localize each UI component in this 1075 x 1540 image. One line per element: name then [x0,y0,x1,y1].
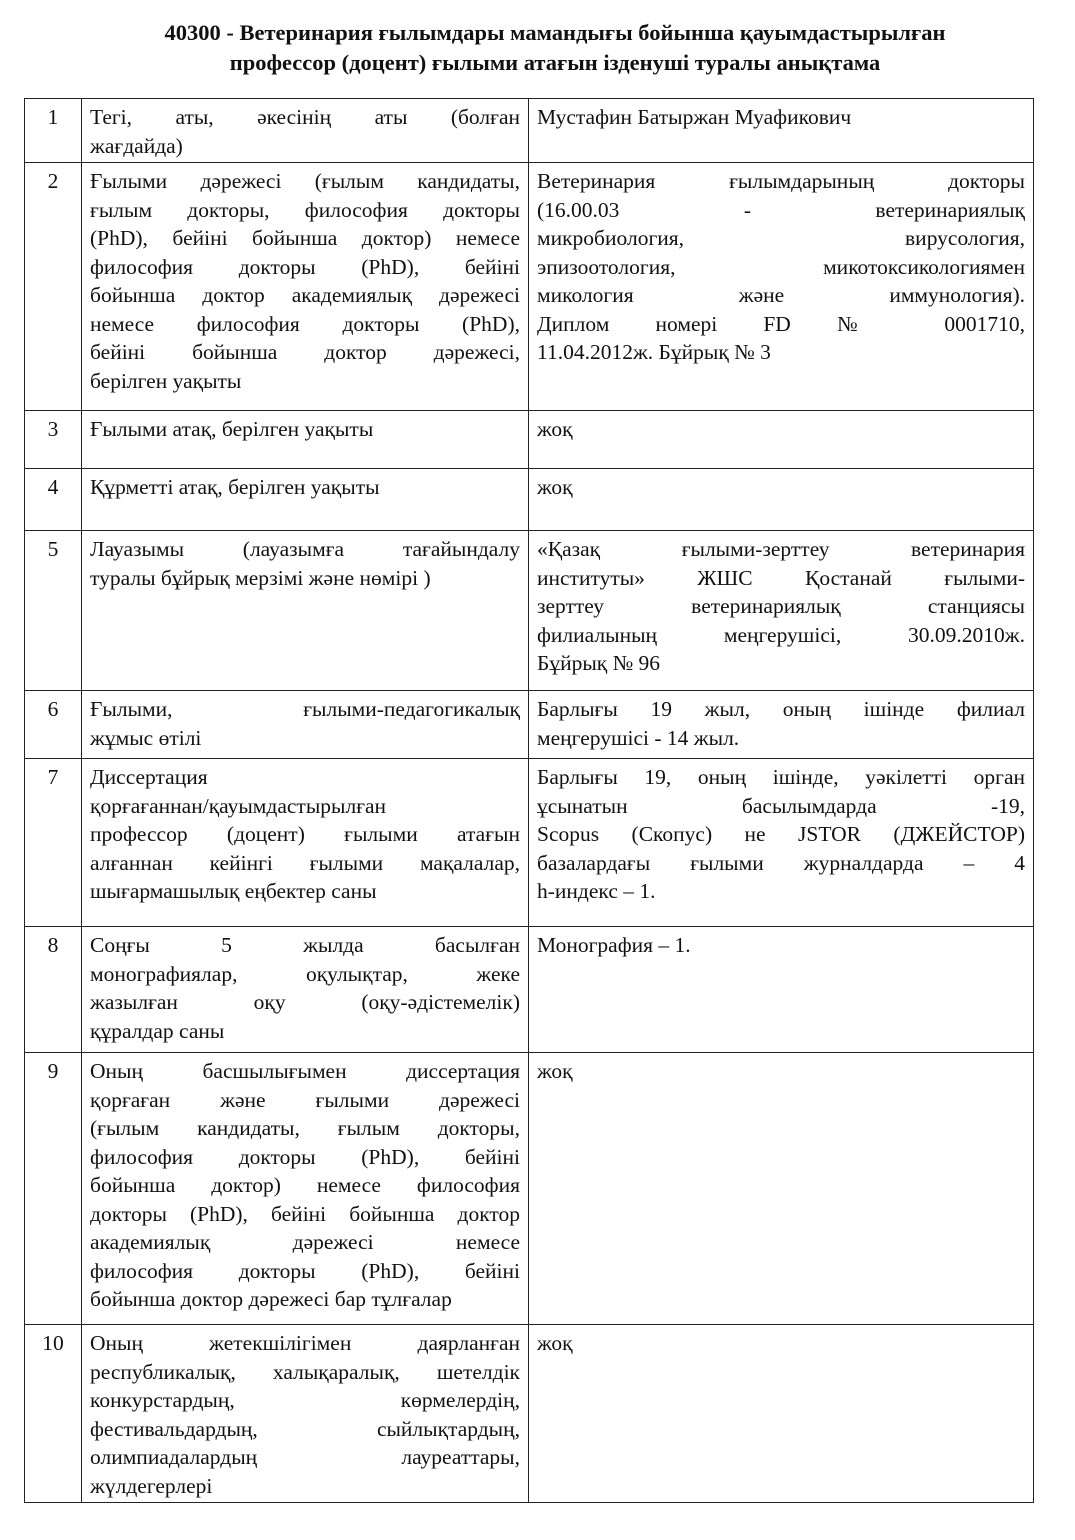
row-number: 5 [25,531,82,691]
row-value-line: жоқ [537,1331,573,1355]
row-value [529,163,1034,411]
row-label-line: алғаннан кейінгі ғылыми мақалалар, [90,850,520,875]
row-label-line: жазылған оқу (оқу-әдістемелік) [90,990,520,1014]
row-label-line: Тегі, аты, әкесінің аты (болған [90,105,520,129]
row-number: 3 [25,411,82,469]
row-label-line: философия докторы (PhD), бейіні [90,1144,520,1169]
row-label-line: профессор (доцент) ғылыми атағын [90,822,520,846]
row-value-line: Барлығы 19 жыл, оның ішінде филиал [537,697,1025,721]
row-label-line: академиялық дәрежесі немесе [90,1230,520,1254]
row-label-line: Ғылыми, ғылыми-педагогикалық [90,697,520,721]
row-value-line: «Қазақ ғылыми-зерттеу ветеринария [537,537,1025,561]
row-label-line: бойынша доктор) немесе философия [90,1173,520,1197]
row-label-line: құралдар саны [90,1018,225,1043]
row-label [82,691,529,759]
row-label-line: Оның басшылығымен диссертация [90,1059,520,1083]
row-value-line: Монография – 1. [537,933,691,957]
row-value [529,99,1034,163]
row-value [529,691,1034,759]
table-row [25,691,1034,759]
row-label-line: республикалық, халықаралық, шетелдік [90,1359,520,1384]
row-label-line: докторы (PhD), бейіні бойынша доктор [90,1201,520,1226]
row-number: 1 [25,99,82,163]
row-label-line: монографиялар, оқулықтар, жеке [90,961,520,986]
row-label [82,531,529,691]
row-value-line: ұсынатын басылымдарда -19, [537,793,1025,818]
row-value-line: микробиология, вирусология, [537,226,1025,250]
row-value [529,1325,1034,1503]
row-label-line: берілген уақыты [90,368,242,393]
row-label [82,163,529,411]
table-row [25,99,1034,163]
table-row [25,531,1034,691]
row-value-line: Scopus (Скопус) не JSTOR (ДЖЕЙСТОР) [537,822,1025,846]
row-number: 10 [25,1325,82,1503]
row-value-line: Диплом номері FD № 0001710, [537,311,1025,336]
row-value-line: эпизоотология, микотоксикологиямен [537,254,1025,279]
row-value [529,759,1034,927]
row-label-line: жұмыс өтілі [90,725,202,750]
table-row [25,469,1034,531]
row-label [82,1325,529,1503]
row-label-line: қорғаған және ғылыми дәрежесі [90,1087,520,1112]
row-value-line: h-индекс – 1. [537,879,656,903]
row-value-line: Ветеринария ғылымдарының докторы [537,169,1025,193]
row-value-line: жоқ [537,1059,573,1083]
row-value-line: 11.04.2012ж. Бұйрық № 3 [537,340,771,364]
row-label [82,99,529,163]
table-row [25,411,1034,469]
row-label-line: Оның жетекшілігімен даярланған [90,1331,520,1355]
row-number: 7 [25,759,82,927]
row-value-line: институты» ЖШС Қостанай ғылыми- [537,565,1025,590]
row-value-line: базалардағы ғылыми журналдарда – 4 [537,850,1025,875]
row-value-line: микология және иммунология). [537,283,1025,307]
row-value [529,531,1034,691]
row-label-line: Диссертация [90,765,208,789]
row-label-line: Соңғы 5 жылда басылған [90,933,520,957]
row-value-line: зерттеу ветеринариялық станциясы [537,594,1025,618]
title-line-1: 40300 - Ветеринария ғылымдары мамандығы бойынша қауымдастырылған [164,20,946,45]
row-value [529,411,1034,469]
row-label [82,411,529,469]
row-number: 9 [25,1053,82,1325]
row-value-line: Барлығы 19, оның ішінде, уәкілетті орган [537,765,1025,789]
row-label-line: жағдайда) [90,133,183,158]
row-label-line: олимпиадалардың лауреаттары, [90,1445,520,1469]
table-row [25,927,1034,1053]
row-label-line: Ғылыми дәрежесі (ғылым кандидаты, [90,169,520,193]
title-line-2: профессор (доцент) ғылыми атағын ізденуші туралы анықтама [229,50,881,75]
row-label-line: бейіні бойынша доктор дәрежесі, [90,340,520,364]
row-value [529,927,1034,1053]
row-label-line: Лауазымы (лауазымға тағайындалу [90,537,520,561]
row-number: 6 [25,691,82,759]
row-label-line: конкурстардың, көрмелердің, [90,1388,520,1412]
row-value-line: жоқ [537,417,573,441]
row-label-line: немесе философия докторы (PhD), [90,311,520,336]
row-label-line: қорғағаннан/қауымдастырылған [90,793,387,818]
row-value-line: Бұйрық № 96 [537,651,661,675]
row-label-line: философия докторы (PhD), бейіні [90,1258,520,1283]
info-table [24,98,1034,1503]
row-label-line: (ғылым кандидаты, ғылым докторы, [90,1116,520,1140]
row-value-line: меңгерушісі - 14 жыл. [537,725,740,750]
row-value [529,469,1034,531]
table-row [25,1325,1034,1503]
document-title [60,18,1050,78]
row-number: 8 [25,927,82,1053]
row-value [529,1053,1034,1325]
row-label [82,759,529,927]
row-label-line: жүлдегерлері [90,1473,213,1498]
row-number: 2 [25,163,82,411]
row-label [82,927,529,1053]
row-label-line: бойынша доктор академиялық дәрежесі [90,283,520,307]
row-label-line: философия докторы (PhD), бейіні [90,254,520,279]
row-label-line: фестивальдардың, сыйлықтардың, [90,1416,520,1441]
row-value-line: (16.00.03 - ветеринариялық [537,197,1025,222]
row-label-line: ғылым докторы, философия докторы [90,197,520,222]
row-label-line: Құрметті атақ, берілген уақыты [90,475,380,499]
row-label-line: бойынша доктор дәрежесі бар тұлғалар [90,1287,452,1311]
row-label [82,1053,529,1325]
row-number: 4 [25,469,82,531]
row-value-line: жоқ [537,475,573,499]
row-label-line: (PhD), бейіні бойынша доктор) немесе [90,226,520,250]
row-label-line: Ғылыми атақ, берілген уақыты [90,417,374,441]
table-row [25,759,1034,927]
row-value-line: Мустафин Батыржан Муафикович [537,105,852,129]
table-row [25,163,1034,411]
row-value-line: филиалының меңгерушісі, 30.09.2010ж. [537,622,1025,647]
row-label-line: шығармашылық еңбектер саны [90,879,377,903]
row-label-line: туралы бұйрық мерзімі және нөмірі ) [90,565,431,590]
table-row [25,1053,1034,1325]
row-label [82,469,529,531]
